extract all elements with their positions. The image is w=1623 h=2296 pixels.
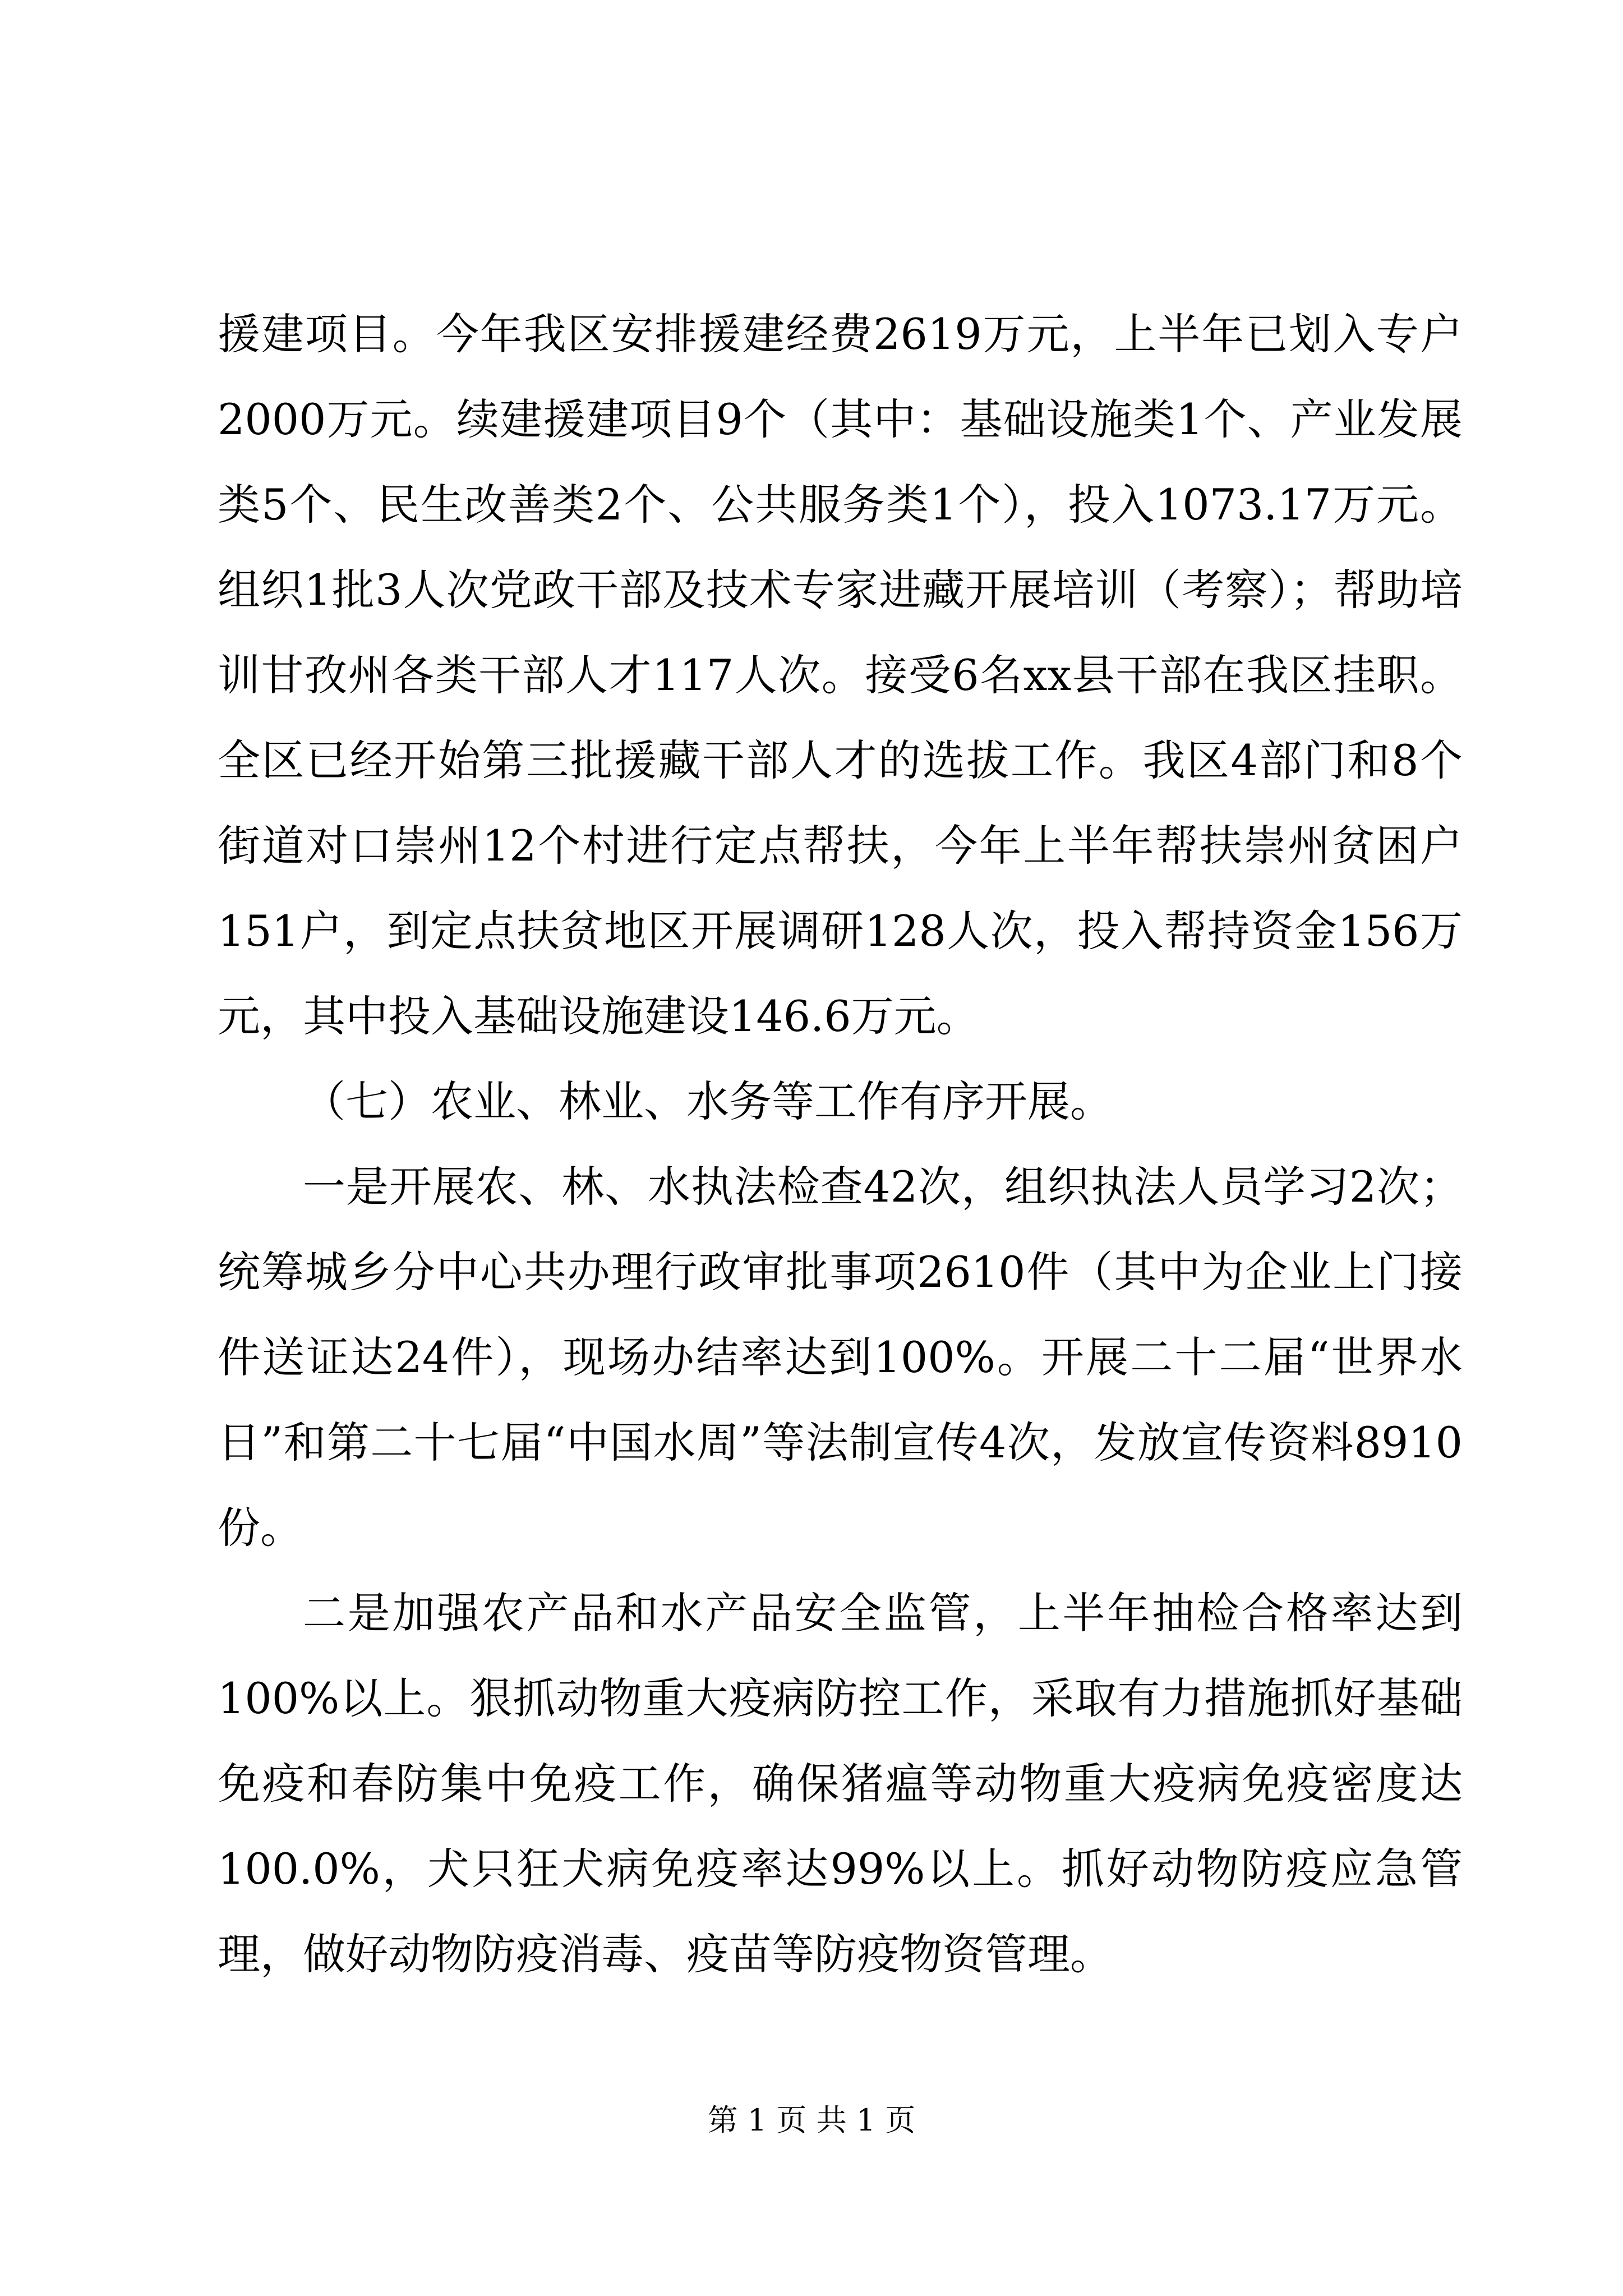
- paragraph-point-one: 一是开展农、林、水执法检查42次，组织执法人员学习2次；统筹城乡分中心共办理行政审批事项2610件（其中为企业上门接件送证达24件），现场办结率达到100%。开展二十二届“世界水日”和第二十七届“中国水周”等法制宣传4次，发放宣传资料8910份。: [218, 1162, 1463, 1553]
- document-body: [218, 292, 1463, 1997]
- paragraph-aid-projects: 援建项目。今年我区安排援建经费2619万元，上半年已划入专户2000万元。续建援建项目9个（其中：基础设施类1个、产业发展类5个、民生改善类2个、公共服务类1个），投入1073.17万元。组织1批3人次党政干部及技术专家进藏开展培训（考察）；帮助培训甘孜州各类干部人才117人次。接受6名xx县干部在我区挂职。全区已经开始第三批援藏干部人才的选拔工作。我区4部门和8个街道对口崇州12个村进行定点帮扶，今年上半年帮扶崇州贫困户151户，到定点扶贫地区开展调研128人次，投入帮持资金156万元，其中投入基础设施建设146.6万元。: [218, 309, 1463, 1041]
- paragraph-point-two: 二是加强农产品和水产品安全监管，上半年抽检合格率达到100%以上。狠抓动物重大疫病防控工作，采取有力措施抓好基础免疫和春防集中免疫工作，确保猪瘟等动物重大疫病免疫密度达100.0%，犬只狂犬病免疫率达99%以上。抓好动物防疫应急管理，做好动物防疫消毒、疫苗等防疫物资管理。: [218, 1588, 1463, 1979]
- section-heading-seven: （七）农业、林业、水务等工作有序开展。: [303, 1076, 1113, 1126]
- page-footer: 第 1 页 共 1 页: [707, 2102, 916, 2138]
